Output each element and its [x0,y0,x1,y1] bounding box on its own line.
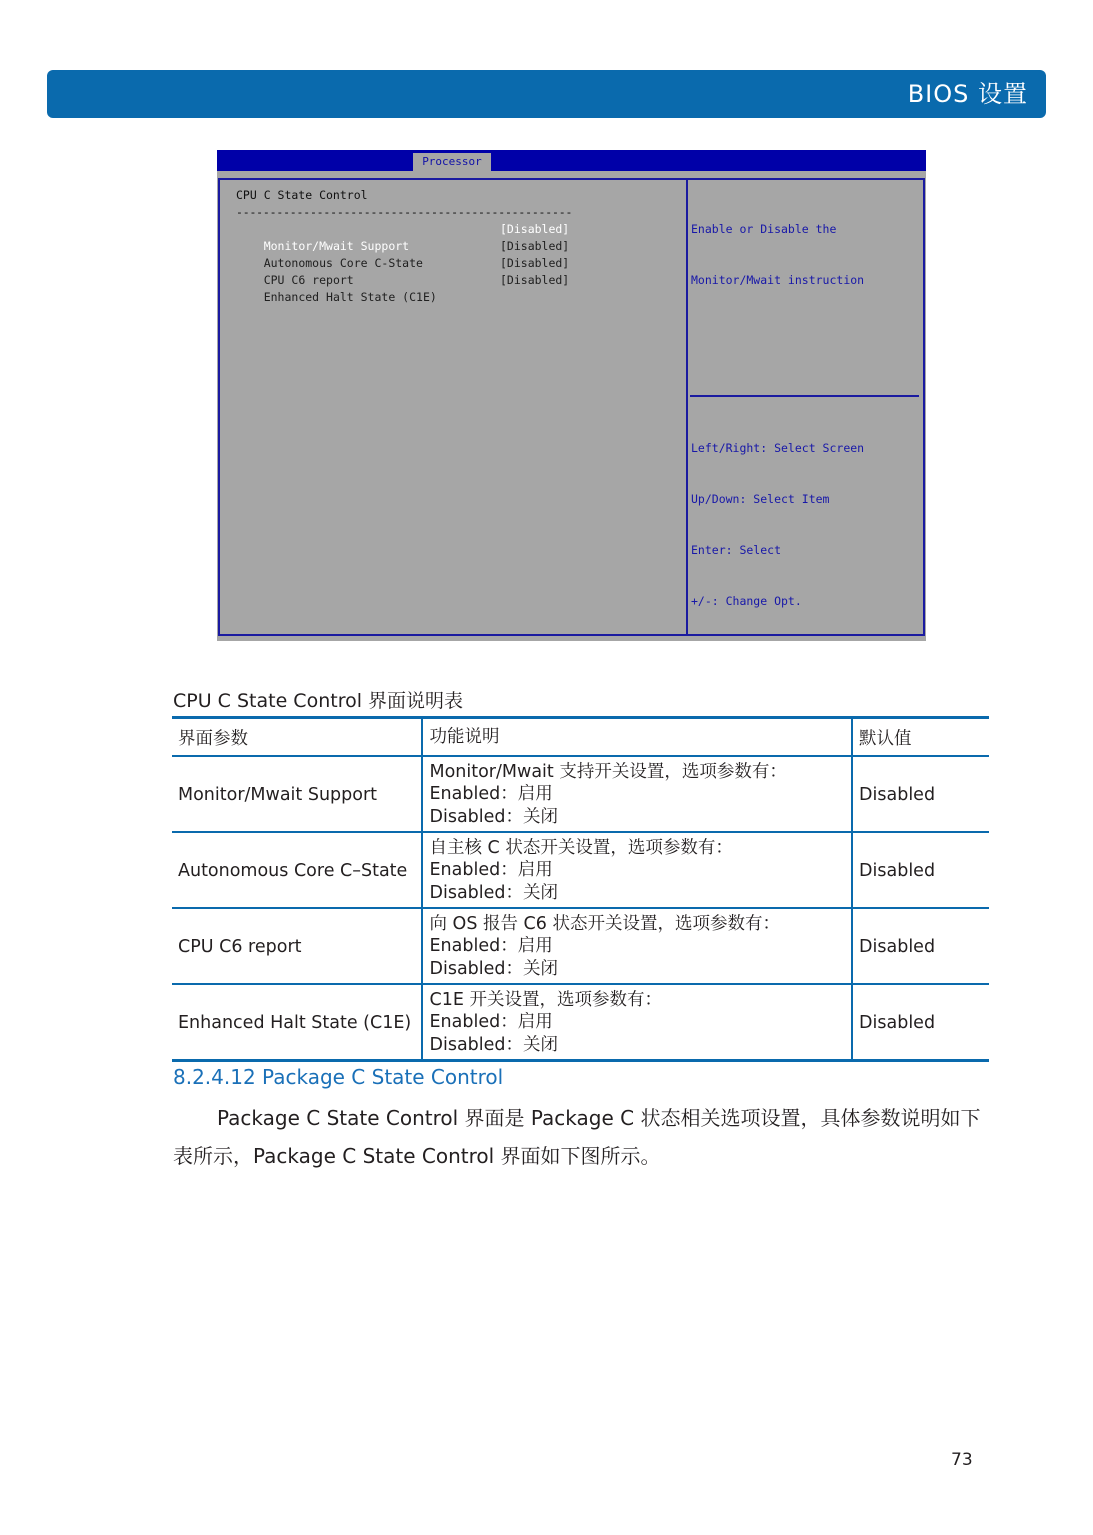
table-header-param: 界面参数 [172,718,422,757]
table-header-row [172,718,989,757]
desc-line: Enabled：启用 [429,936,553,957]
bios-screenshot [217,150,926,641]
bios-option-value[interactable]: [Disabled] [500,273,570,287]
table-header-default: 默认值 [852,718,989,757]
bios-help-line: Monitor/Mwait instruction [691,273,865,287]
default-cell: Disabled [852,832,989,908]
desc-cell [422,984,852,1061]
default-cell: Disabled [852,756,989,832]
desc-line: Disabled：关闭 [429,882,559,903]
desc-line: Disabled：关闭 [429,1034,559,1055]
bios-key-line: Enter: Select [691,543,782,557]
table-header-desc: 功能说明 [422,718,852,757]
bios-page-heading: CPU C State Control [236,188,368,202]
desc-line: Disabled：关闭 [429,958,559,979]
desc-line: Enabled：启用 [429,784,553,805]
bios-panel-divider [686,178,688,636]
table-row [172,756,989,832]
section-heading: 8.2.4.12 Package C State Control [173,1065,504,1089]
bios-tab-processor[interactable]: Processor [413,153,491,171]
param-cell: Autonomous Core C–State [172,832,422,908]
bios-item-help [691,187,864,323]
table-row [172,984,989,1061]
desc-cell [422,756,852,832]
default-cell: Disabled [852,984,989,1061]
table-row [172,832,989,908]
param-cell: CPU C6 report [172,908,422,984]
desc-cell [422,832,852,908]
bios-help-divider [690,395,919,397]
bios-option-label: CPU C6 report [263,273,354,287]
page-number: 73 [951,1450,973,1470]
bios-option-enhanced-halt-state[interactable] [236,272,676,304]
chapter-title: BIOS 设置 [907,80,1028,108]
bios-help-line: Enable or Disable the [691,222,837,236]
bios-key-line: Up/Down: Select Item [691,492,830,506]
bios-option-label: Enhanced Halt State (C1E) [263,290,437,304]
desc-line: C1E 开关设置，选项参数有： [429,989,662,1010]
bios-option-value[interactable]: [Disabled] [500,239,570,253]
param-cell: Enhanced Halt State (C1E) [172,984,422,1061]
bios-key-line: +/-: Change Opt. [691,594,802,608]
desc-line: 自主核 C 状态开关设置，选项参数有： [429,837,733,858]
desc-line: Disabled：关闭 [429,806,559,827]
desc-line: 向 OS 报告 C6 状态开关设置，选项参数有： [429,913,780,934]
bios-option-label: Autonomous Core C-State [263,256,423,270]
paragraph-text: Package C State Control 界面是 Package C 状态相关选项设置，具体参数说明如下表所示，Package C State Control 界面如下图所示。 [173,1106,981,1168]
bios-separator: -------------------------------------------------- [236,205,573,219]
desc-line: Monitor/Mwait 支持开关设置，选项参数有： [429,761,787,782]
bios-option-monitor-mwait[interactable] [236,221,676,253]
bios-option-cpu-c6-report[interactable] [236,255,676,287]
desc-line: Enabled：启用 [429,1012,553,1033]
bios-option-label: Monitor/Mwait Support [263,239,410,253]
bios-top-menu-bar [217,150,926,171]
bios-option-autonomous-core-cstate[interactable] [236,238,676,270]
bios-option-value[interactable]: [Disabled] [500,222,570,236]
desc-line: Enabled：启用 [429,860,553,881]
table-caption: CPU C State Control 界面说明表 [173,690,464,712]
section-paragraph [173,1099,983,1175]
bios-option-value[interactable]: [Disabled] [500,256,570,270]
parameter-table [172,716,989,1062]
default-cell: Disabled [852,908,989,984]
bios-key-line: Left/Right: Select Screen [691,441,865,455]
param-cell: Monitor/Mwait Support [172,756,422,832]
chapter-header-band [47,70,1046,118]
desc-cell [422,908,852,984]
bios-key-legend [691,406,864,641]
table-row [172,908,989,984]
